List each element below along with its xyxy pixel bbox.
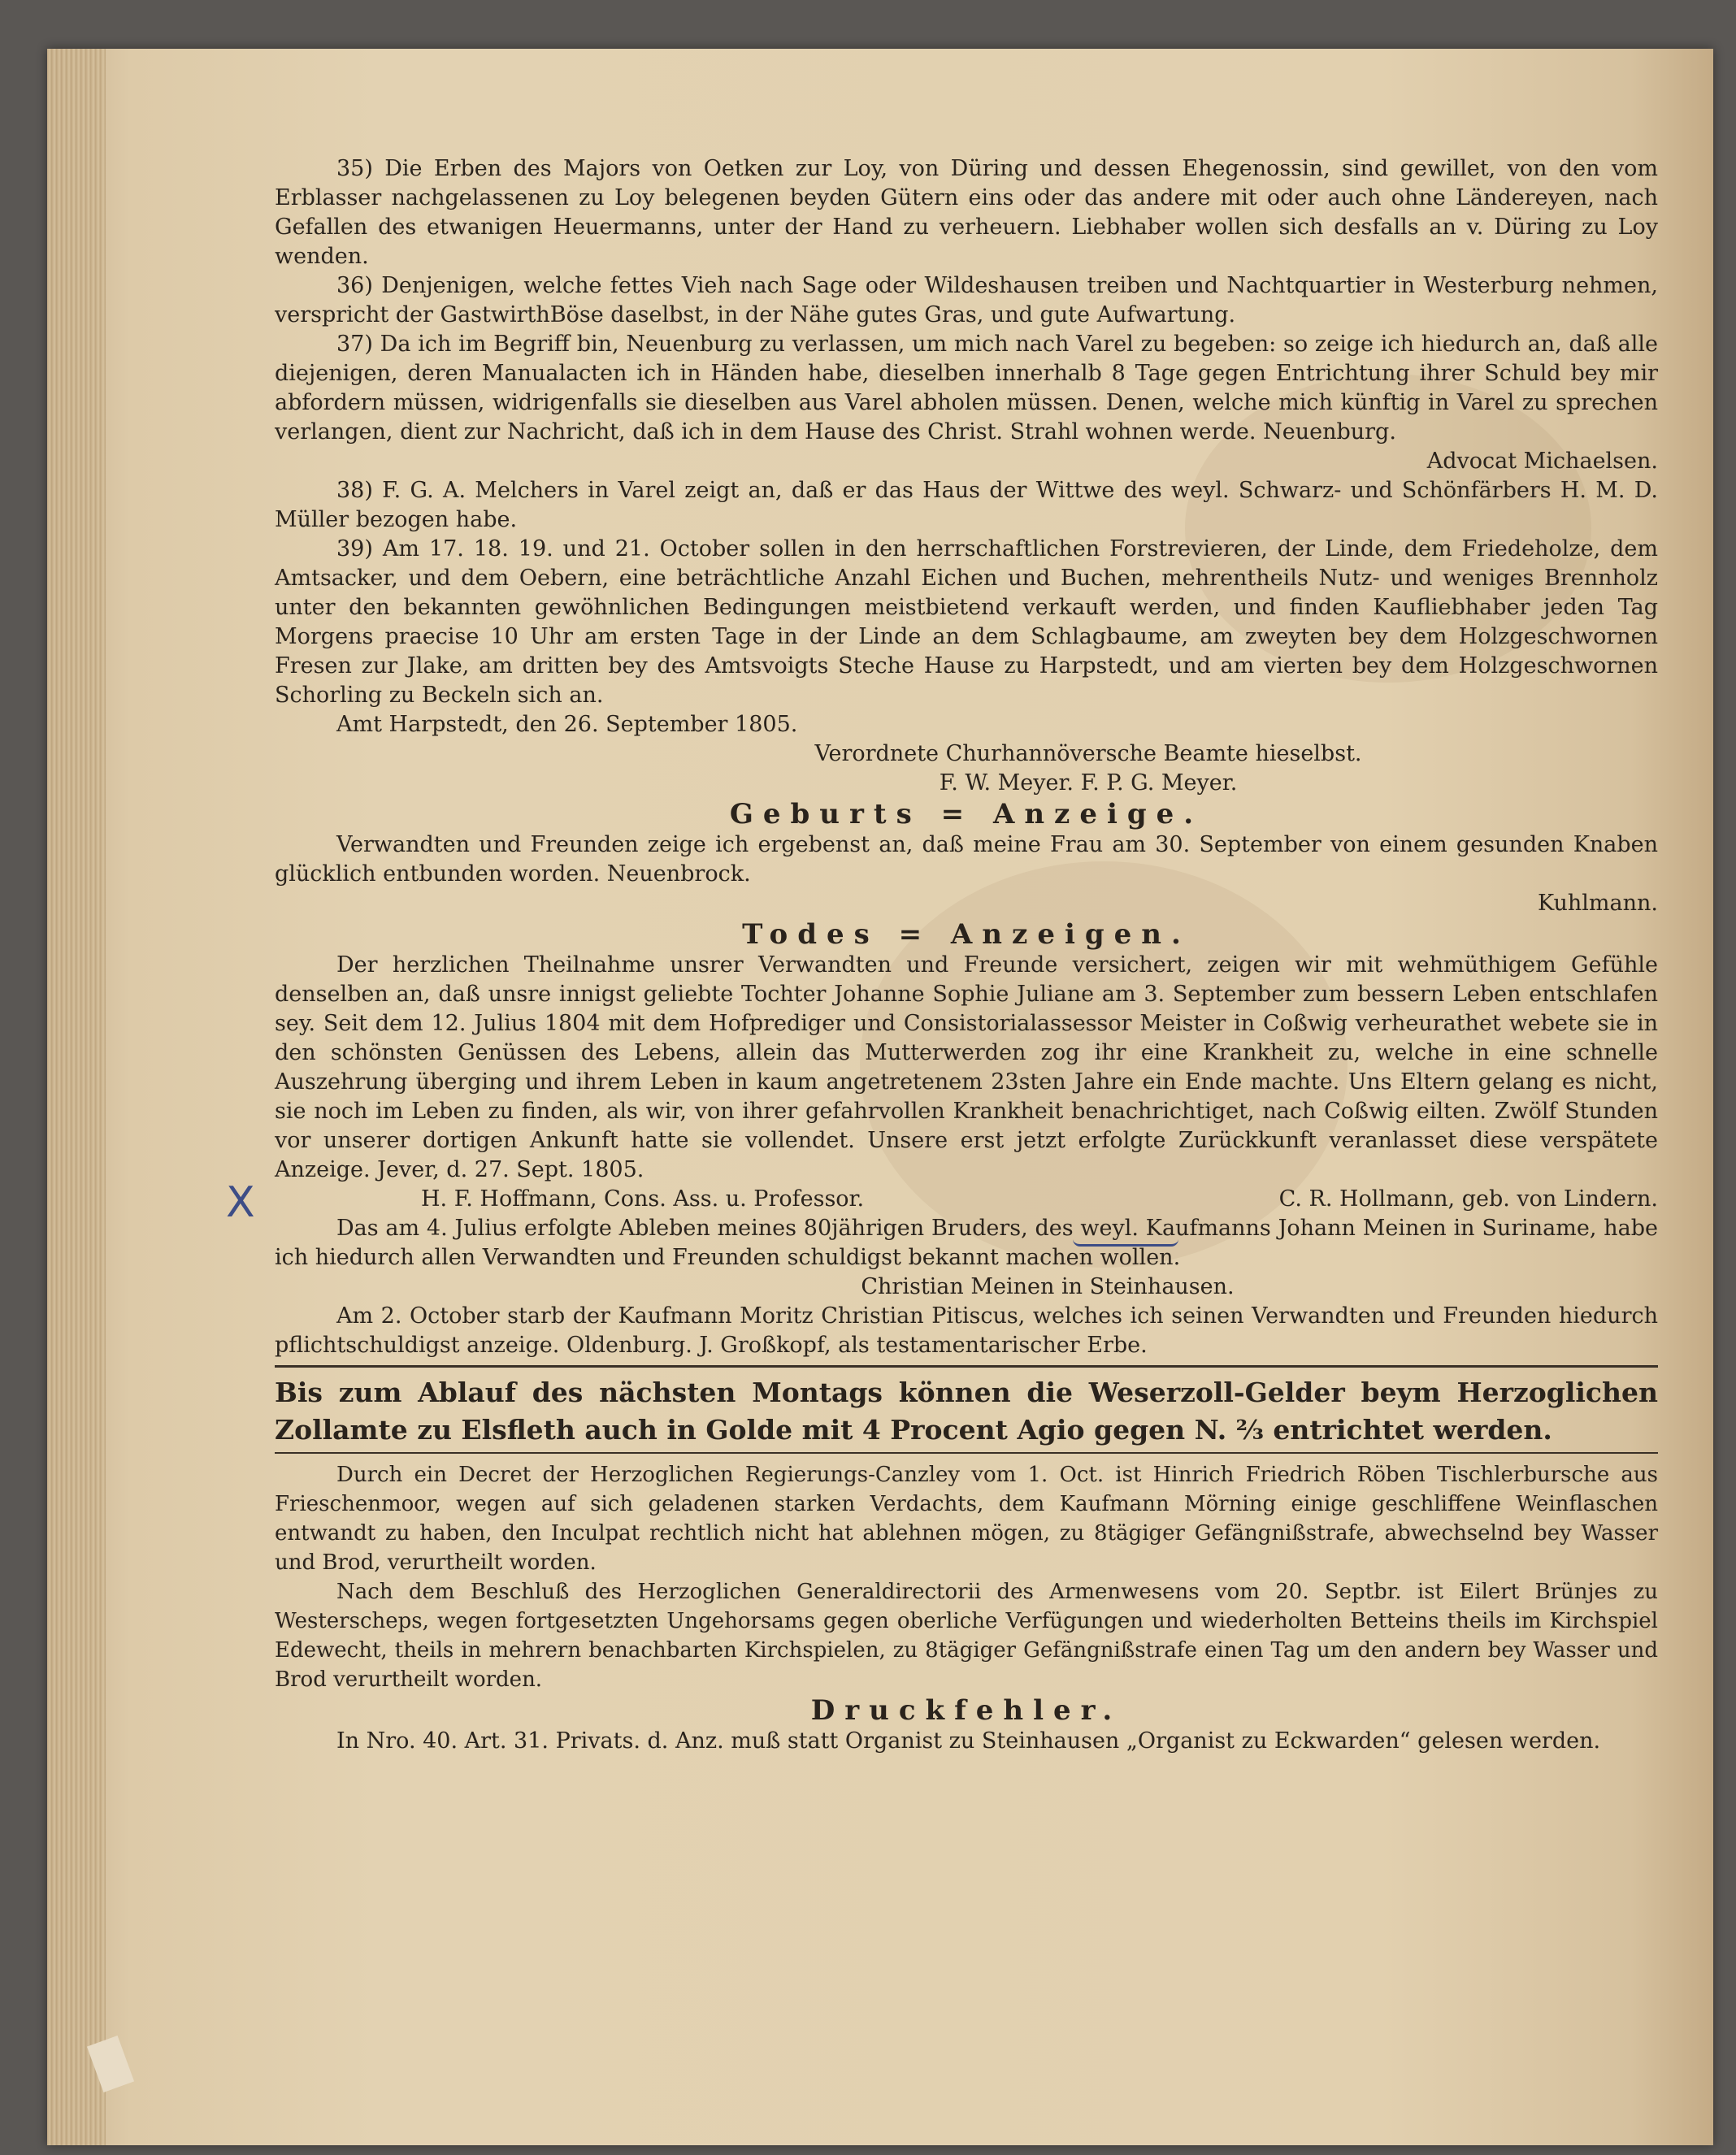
notice-36: 36) Denjenigen, welche fettes Vieh nach Sage oder Wildeshausen treiben und Nachtquartier in Westerburg nehmen, verspricht der GastwirthBöse daselbst, in der Nähe gutes Gras, und gute Aufwartung. <box>275 273 1658 327</box>
birth-notice-place: Neuenbrock. <box>606 861 751 887</box>
death-notice-1-signatures <box>275 1185 1658 1214</box>
notice-39-signature-1: Verordnete Churhannöversche Beamte hieselbst. <box>814 741 1362 766</box>
notice-39: 39) Am 17. 18. 19. und 21. October sollen in den herrschaftlichen Forstrevieren, der Linde, dem Friedeholze, dem Amtsacker, und dem Oebern, eine beträchtliche Anzahl Eichen und Buchen, mehrentheils Nutz- und weniges Brennholz unter den bekannten gewöhnlichen Bedingungen meistbietend verkauft werden, und finden Kaufliebhaber jeden Tag Morgens praecise 10 Uhr am ersten Tage in der Linde an dem Schlagbaume, am zweyten bey dem Holzgeschwornen Fresen zur Jlake, am dritten bey des Amtsvoigts Steche Hause zu Harpstedt, und am vierten bey dem Holzgeschwornen Schorling zu Beckeln sich an. <box>275 536 1658 708</box>
notice-38: 38) F. G. A. Melchers in Varel zeigt an, daß er das Haus der Wittwe des weyl. Schwarz- und Schönfärbers H. M. D. Müller bezogen habe. <box>275 478 1658 532</box>
births-heading: Geburts = Anzeige. <box>729 798 1204 830</box>
deaths-heading: Todes = Anzeigen. <box>742 918 1191 951</box>
death-notice-3-text: Am 2. October starb der Kaufmann Moritz Christian Pitiscus, welches ich seinen Verwandten und Freunden hiedurch pflichtschuldigst anzeige. <box>275 1303 1658 1358</box>
errata-text: In Nro. 40. Art. 31. Privats. d. Anz. muß statt Organist zu Steinhausen „Organist zu Eckwarden“ gelesen werden. <box>336 1728 1601 1754</box>
death-notice-3-signature: J. Großkopf, als testamentarischer Erbe. <box>699 1333 1148 1358</box>
notice-37-text: 37) Da ich im Begriff bin, Neuenburg zu verlassen, um mich nach Varel zu begeben: so zeige ich hiedurch an, daß alle diejenigen, deren Manualacten ich in Händen habe, dieselben innerhalb 8 Tage gegen Entrichtung ihrer Schuld bey mir abfordern müssen, widrigenfalls sie dieselben aus Varel abholen müssen. Denen, welche mich künftig in Varel zu sprechen verlangen, dient zur Nachricht, daß ich in dem Hause des Christ. Strahl wohnen werde. <box>275 332 1658 444</box>
section-divider <box>275 1452 1658 1454</box>
notice-37-place: Neuenburg. <box>1263 419 1396 444</box>
death-notice-1-text: Der herzlichen Theilnahme unsrer Verwandten und Freunde versichert, zeigen wir mit wehmüthigem Gefühle denselben an, daß unsre innigst geliebte Tochter Johanne Sophie Juliane am 3. September zum bessern Leben entschlafen sey. Seit dem 12. Julius 1804 mit dem Hofprediger und Consistorialassessor Meister in Coßwig verheurathet webete sie in den schönsten Genüssen des Lebens, allein das Mutterwerden zog ihr eine Krankheit zu, welche in eine schnelle Auszehrung überging und ihrem Leben in kaum angetretenem 23sten Jahre ein Ende machte. Uns Eltern gelang es nicht, sie noch im Leben zu finden, als wir, von ihrer gefahrvollen Krankheit benachrichtiget, nach Coßwig eilten. Zwölf Stunden vor unserer dortigen Ankunft hatte sie vollendet. Unsere erst jetzt erfolgte Zurückkunft veranlasset diese verspätete Anzeige. <box>275 952 1658 1182</box>
death-notice-1-date: Jever, d. 27. Sept. 1805. <box>377 1157 644 1182</box>
notice-37 <box>275 330 1658 447</box>
birth-notice-signature: Kuhlmann. <box>1537 891 1658 916</box>
death-notice-3-place: Oldenburg. <box>566 1333 692 1358</box>
notice-35: 35) Die Erben des Majors von Oetken zur Loy, von Düring und dessen Ehegenossin, sind gewillet, von den vom Erblasser nachgelassenen zu Loy belegenen beyden Gütern eins oder das andere mit oder auch ohne Ländereyen, nach Gefallen des etwanigen Heuermanns, unter der Hand zu verheuern. Liebhaber wollen sich desfalls an v. Düring zu Loy wenden. <box>275 156 1658 269</box>
death-notice-1 <box>275 951 1658 1185</box>
notice-39-date: Amt Harpstedt, den 26. September 1805. <box>336 712 798 737</box>
section-divider <box>275 1365 1658 1368</box>
page-text <box>275 154 1658 1756</box>
decree-1: Durch ein Decret der Herzoglichen Regierungs-Canzley vom 1. Oct. ist Hinrich Friedrich Röben Tischlerbursche aus Frieschenmoor, wegen auf sich geladenen starken Verdachts, dem Kaufmann Mörning einige geschliffene Weinflaschen entwandt zu haben, den Inculpat rechtlich nicht hat ablehnen mögen, zu 8tägiger Gefängnißstrafe, abwechselnd bey Wasser und Brod, verurtheilt worden. <box>275 1463 1658 1575</box>
death-notice-1-signature-right: C. R. Hollmann, geb. von Lindern. <box>1278 1186 1658 1212</box>
margin-x-mark: X <box>226 1178 255 1227</box>
notice-39-signature-2: F. W. Meyer. F. P. G. Meyer. <box>939 770 1238 796</box>
death-notice-2-signature: Christian Meinen in Steinhausen. <box>861 1274 1235 1299</box>
death-notice-1-signature-left: H. F. Hoffmann, Cons. Ass. u. Professor. <box>421 1186 865 1212</box>
death-notice-3 <box>275 1302 1658 1360</box>
birth-notice <box>275 830 1658 889</box>
birth-notice-text: Verwandten und Freunden zeige ich ergebenst an, daß meine Frau am 30. September von einem gesunden Knaben glücklich entbunden worden. <box>275 832 1658 887</box>
customs-announcement: Bis zum Ablauf des nächsten Montags können die Weserzoll-Gelder beym Herzoglichen Zollamte zu Elsfleth auch in Golde mit 4 Procent Agio gegen N. ⅔ entrichtet werden. <box>275 1377 1658 1446</box>
death-notice-2: Das am 4. Julius erfolgte Ableben meines 80jährigen Bruders, des weyl. Kaufmanns Johann Meinen in Suriname, habe ich hiedurch allen Verwandten und Freunden schuldigst bekannt machen wollen. <box>275 1216 1658 1270</box>
page-edge <box>47 49 106 2145</box>
notice-37-signature: Advocat Michaelsen. <box>1426 449 1658 474</box>
errata-heading: Druckfehler. <box>810 1694 1122 1727</box>
decree-2: Nach dem Beschluß des Herzoglichen Generaldirectorii des Armenwesens vom 20. Septbr. ist Eilert Brünjes zu Westerscheps, wegen fortgesetzten Ungehorsams gegen oberliche Verfügungen und wiederholten Betteins theils im Kirchspiel Edewecht, theils in mehrern benachbarten Kirchspielen, zu 8tägiger Gefängnißstrafe einen Tag um den andern bey Wasser und Brod verurtheilt worden. <box>275 1580 1658 1692</box>
